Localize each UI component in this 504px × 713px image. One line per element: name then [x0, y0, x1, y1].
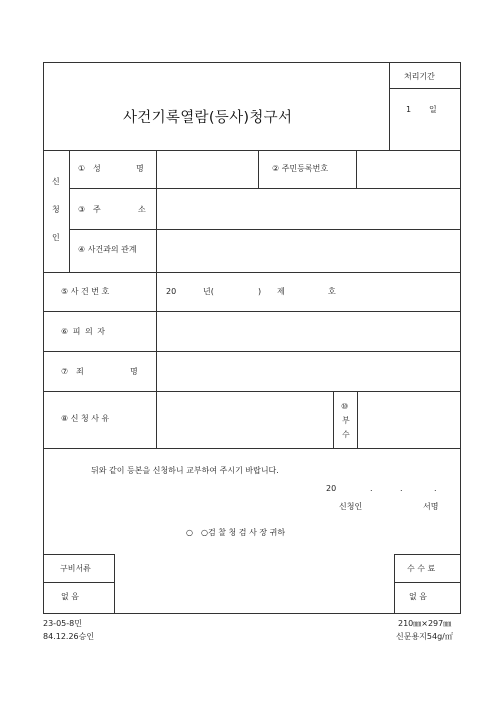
applicant-sign-label: 신청인	[339, 502, 363, 511]
processing-period-label: 처리기간	[404, 72, 435, 81]
applicant-group-label: 청	[52, 205, 60, 214]
relation-field[interactable]	[157, 230, 460, 271]
name-field[interactable]	[157, 151, 257, 187]
address-label: ③	[78, 205, 86, 214]
divider	[43, 554, 114, 555]
approval-date: 84.12.26승인	[43, 632, 95, 641]
date-separator: .	[434, 484, 437, 493]
suspect-field[interactable]	[157, 312, 460, 350]
signature-label: 서명	[423, 502, 439, 511]
suspect-label: ⑥ 피 의 자	[61, 327, 106, 336]
relation-label: ④ 사건과의 관계	[78, 245, 137, 254]
form-border-top	[43, 62, 461, 63]
divider	[394, 554, 461, 555]
case-number-prefix: 20	[166, 287, 177, 296]
required-docs-label: 구비서류	[60, 564, 91, 573]
divider	[114, 554, 115, 614]
copies-label: 부	[342, 416, 350, 425]
request-statement: 뒤와 같이 등본을 신청하니 교부하여 주시기 바랍니다.	[91, 466, 279, 475]
divider	[333, 391, 334, 448]
address-label: 주	[93, 205, 101, 214]
date-separator: .	[370, 484, 373, 493]
paper-type: 신문용지54g/㎡	[396, 632, 453, 641]
copies-label: ⑩	[341, 402, 349, 411]
copies-field[interactable]	[358, 392, 460, 447]
name-label: 명	[136, 164, 144, 173]
copies-label: 수	[342, 430, 350, 439]
divider	[389, 88, 461, 89]
address-field[interactable]	[157, 189, 460, 228]
form-title: 사건기록열람(등사)청구서	[123, 110, 293, 126]
date-prefix: 20	[326, 484, 337, 493]
addressee-circle: ○	[186, 528, 193, 537]
divider	[258, 150, 259, 188]
divider	[389, 62, 390, 150]
addressee: ○검 찰 청 검 사 장 귀하	[201, 528, 286, 537]
case-number-label: ⑤ 사 건 번 호	[61, 287, 110, 296]
applicant-group-label: 인	[52, 233, 60, 242]
charge-label: 죄	[76, 367, 84, 376]
address-label: 소	[138, 205, 146, 214]
divider	[394, 554, 395, 614]
case-number-close: )	[258, 287, 262, 296]
divider	[43, 272, 461, 273]
divider	[394, 582, 461, 583]
date-separator: .	[400, 484, 403, 493]
charge-field[interactable]	[157, 352, 460, 390]
name-label: 성	[93, 164, 101, 173]
divider	[43, 582, 114, 583]
charge-label: 명	[130, 367, 138, 376]
applicant-group-label: 신	[52, 177, 60, 186]
fee-value: 없 음	[409, 592, 427, 601]
paper-size: 210㎜×297㎜	[398, 619, 452, 628]
divider	[69, 150, 70, 272]
resident-number-field[interactable]	[357, 151, 460, 187]
case-number-year: 년(	[203, 287, 214, 296]
form-border-left	[43, 62, 44, 614]
resident-number-label: ② 주민등록번호	[272, 164, 329, 173]
name-label: ①	[78, 164, 86, 173]
reason-label: ⑧ 신 청 사 유	[61, 414, 110, 423]
form-border-right	[460, 62, 461, 614]
required-docs-value: 없 음	[61, 592, 79, 601]
reason-field[interactable]	[157, 392, 332, 447]
processing-period-value: 1	[406, 105, 412, 114]
form-border-bottom	[43, 613, 461, 614]
form-code: 23-05-8민	[43, 619, 82, 628]
case-number-je: 제	[277, 287, 285, 296]
divider	[43, 448, 461, 449]
fee-label: 수 수 료	[407, 564, 436, 573]
processing-period-unit: 일	[429, 105, 437, 114]
charge-label: ⑦	[61, 367, 69, 376]
case-number-ho: 호	[328, 287, 336, 296]
